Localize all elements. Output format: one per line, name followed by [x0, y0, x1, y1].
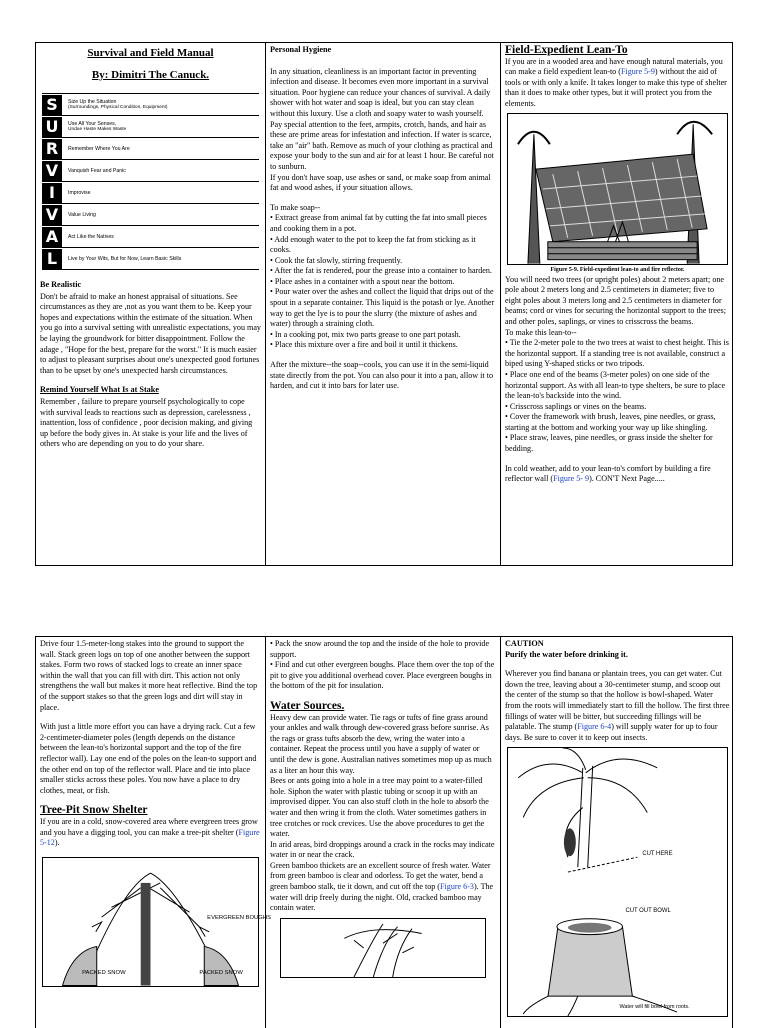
figure-5-9-link[interactable]: Figure 5-9: [620, 67, 655, 77]
water-text-3: In arid areas, bird droppings around a crack in the rocks may indicate water in or near the crack.: [270, 839, 495, 860]
soap-step: • Place this mixture over a fire and boil it until it thickens.: [270, 340, 458, 350]
page2-col1: [36, 637, 272, 1028]
lean-to-step: • Tie the 2-meter pole to the two trees at waist to chest height. This is the horizontal support. If a standing tree is not available, construct a biped using Y-shaped sticks or two tripods.: [505, 338, 729, 369]
fig-label-boughs: EVERGREEN BOUGHS: [207, 914, 272, 921]
banana-stump-figure: [507, 747, 728, 1017]
bamboo-figure: [280, 918, 486, 978]
lean-to-step: • Place straw, leaves, pine needles, or grass inside the shelter for bedding.: [505, 433, 713, 454]
survival-text: Use All Your Senses, Undue Haste Makes Waste: [68, 120, 127, 132]
tree-pit-bullet: • Find and cut other evergreen boughs. Place them over the top of the pit to give you additional overhead cover. Place evergreen boughs in the bottom of the pit for insulation.: [270, 660, 495, 691]
survival-letter: L: [42, 249, 62, 269]
lean-to-heading: Field-Expedient Lean-To: [505, 44, 628, 56]
water-text-2: Bees or ants going into a hole in a tree may point to a water-filled hole. Siphon the water with plastic tubing or scoop it up with an improvised dipper. You can also stuff cloth in the hole to absorb the water and then wring it from the cloth. Water sometimes gathers in tree crotches or rock crevices. Use the above procedures to get the water.: [270, 776, 489, 839]
survival-row: [42, 204, 259, 226]
lean-to-caption: Figure 5-9. Field-expedient lean-to and fire reflector.: [550, 266, 685, 273]
tree-pit-heading: Tree-Pit Snow Shelter: [40, 804, 148, 817]
remind-text: Remember , failure to prepare yourself psychologically to cope with survival leads to reactions such as depression, carelessness , inattention, loss of confidence , poor decision making, and giving up before the body gives in. At stake is your life and the lives of others who are depending on you to do your share.: [40, 396, 253, 449]
remind-heading: Remind Yourself What Is at Stake: [40, 385, 159, 395]
page2-col3: [500, 637, 734, 1028]
survival-text: Live by Your Wits, But for Now, Learn Basic Skills: [68, 255, 182, 262]
fig-label-cut-out: CUT OUT BOWL: [625, 908, 671, 915]
page1-col3: [500, 43, 734, 565]
fig-label-snow-right: PACKED SNOW: [199, 969, 243, 976]
survival-letter: I: [42, 183, 62, 203]
survival-letter: V: [42, 205, 62, 225]
figure-5-12-link[interactable]: Figure 5-12: [40, 827, 260, 848]
page2-col2: [265, 637, 500, 1028]
drying-rack-text: With just a little more effort you can have a drying rack. Cut a few 2-centimeter-diameter poles (length depends on the distance between the lean-to's horizontal support and the top of the fire reflector wall). Lay one end of the poles on the lean-to support and the other end on top of the reflector wall. Place and tie into place smaller sticks across these poles. You now have a place to dry clothes, meat, or fish.: [40, 722, 257, 795]
soap-step: • Add enough water to the pot to keep the fat from sticking as it cooks.: [270, 234, 476, 255]
water-text-4: Green bamboo thickets are an excellent source of fresh water. Water from green bamboo is clear and odorless. To get the water, bend a green bamboo stalk, tie it down, and cut off the top (Figure 6-3). The water will drip freely during the night. Old, cracked bamboo may contain water.: [270, 860, 494, 913]
figure-6-4-link[interactable]: Figure 6-4: [577, 722, 612, 732]
tree-pit-bullet: • Pack the snow around the top and the inside of the hole to provide support.: [270, 639, 490, 659]
soap-step: • After the fat is rendered, pour the grease into a container to harden.: [270, 266, 492, 276]
survival-letter: U: [42, 117, 62, 137]
hygiene-intro2: If you don't have soap, use ashes or sand, or make soap from animal fat and wood ashes, if your situation allows.: [270, 172, 491, 193]
cold-weather-text: In cold weather, add to your lean-to's comfort by building a fire reflector wall (Figure 5- 9). CON'T Next Page.....: [505, 463, 711, 484]
lean-to-step: • Crisscross saplings or vines on the beams.: [505, 401, 647, 411]
soap-step: • Place ashes in a container with a spout near the bottom.: [270, 276, 455, 286]
figure-5-9-link-2[interactable]: Figure 5- 9: [553, 474, 590, 484]
soap-step: • In a cooking pot, mix two parts grease to one part potash.: [270, 329, 461, 339]
soap-step: • Cook the fat slowly, stirring frequently.: [270, 255, 403, 265]
banana-tree-illustration: [508, 748, 727, 1016]
soap-step: • Extract grease from animal fat by cutting the fat into small pieces and cooking them in a pot.: [270, 213, 487, 233]
soap-steps-list: [270, 213, 496, 351]
lean-to-intro: If you are in a wooded area and have enough natural materials, you can make a field expedient lean-to (Figure 5-9) without the aid of tools or with only a knife. It takes longer to make this type of shelter than it does to make other types, but it will protect you from the elements.: [505, 56, 727, 108]
lean-to-figure: [507, 113, 728, 265]
figure-6-3-link[interactable]: Figure 6-3: [440, 882, 474, 892]
personal-hygiene-heading: Personal Hygiene: [270, 45, 332, 54]
survival-letter: A: [42, 227, 62, 247]
banana-water-text: Wherever you find banana or plantain trees, you can get water. Cut down the tree, leaving about a 30-centimeter stump, and scoop out the center of the stump so that the hollow is bowl-shaped. Water from the roots will immediately start to fill the hollow. The first three fillings of water will be bitter, but succeeding fillings will be palatable. The stump (Figure 6-4) will supply water for up to four days. Be sure to cover it to keep out insects.: [505, 669, 730, 742]
caution-label: CAUTION: [505, 639, 544, 648]
page1-col1: [36, 43, 265, 565]
hygiene-intro: In any situation, cleanliness is an important factor in preventing infection and disease. It becomes even more important in a survival situation. Poor hygiene can reduce your chances of survival. A daily shower with hot water and soap is ideal, but you can stay clean without this luxury. Use a cloth and soapy water to wash yourself. Pay special attention to the feet, armpits, crotch, hands, and hair as these are prime areas for infestation and infection. If water is scarce, take an "air" bath. Remove as much of your clothing as practical and expose your body to the sun and air for at least 1 hour. Be careful not to sunburn.: [270, 66, 494, 171]
survival-text: Act Like the Natives: [68, 233, 114, 240]
page1-col2: [265, 43, 500, 565]
survival-row: [42, 182, 259, 204]
soap-heading: To make soap--: [270, 202, 321, 212]
water-sources-heading: Water Sources.: [270, 699, 345, 712]
reflector-wall-text: Drive four 1.5-meter-long stakes into the ground to support the wall. Stack green logs on top of one another between the support stakes. Form two rows of stacked logs to create an inner space within the wall that you can fill with dirt. This action not only strengthens the wall but makes it more heat reflective. Bind the top of the support stakes so that the green logs and dirt will stay in place.: [40, 639, 258, 712]
tree-pit-text: If you are in a cold, snow-covered area where evergreen trees grow and you have a digging tool, you can make a tree-pit shelter (Figure 5-12).: [40, 816, 260, 848]
survival-row: [42, 160, 259, 182]
survival-acronym-table: [42, 93, 259, 270]
purify-label: Purify the water before drinking it.: [505, 649, 628, 659]
lean-to-body: You will need two trees (or upright poles) about 2 meters apart; one pole about 2 meters long and 2.5 centimeters in diameter; five to eight poles about 3 meters long and 2.5 centimeters in diameter for beams; cord or vines for securing the horizontal support to the trees; and other poles, saplings, or vines to crisscross the beams.: [505, 274, 726, 326]
fig-label-water-fill: Water will fill bowl from roots.: [619, 1004, 690, 1011]
bamboo-illustration: [281, 919, 485, 977]
lean-to-steps-list: [505, 338, 730, 455]
water-text-1: Heavy dew can provide water. Tie rags or tufts of fine grass around your ankles and walk through dew-covered grass before sunrise. As the rags or grass tufts absorb the dew, wring the water into a container. Repeat the process until you have a supply of water or until the dew is gone. Australian natives sometimes mop up as much as a liter an hour this way.: [270, 712, 492, 775]
lean-to-illustration: [508, 114, 727, 264]
manual-author: By: Dimitri The Canuck.: [91, 69, 210, 81]
survival-text: Improvise: [68, 189, 91, 196]
lean-to-step: • Cover the framework with brush, leaves, pine needles, or grass, starting at the bottom and working your way up like shingling.: [505, 412, 716, 432]
survival-row: [42, 248, 259, 270]
survival-text: Remember Where You Are: [68, 145, 130, 152]
manual-title: Survival and Field Manual: [87, 47, 214, 59]
be-realistic-text: Don't be afraid to make an honest appraisal of situations. See circumstances as they are ,not as you want them to be. Keep your hopes and expectations within the estimate of the situation. When you go into a survival setting with unrealistic expectations, you may be laying the groundwork for bitter disappointment. Follow the adage , "Hope for the best, prepare for the worst." It is much easier to adjust to pleasant surprises about one's unexpected good fortunes than to be upset by one's unexpected harsh circumstances.: [40, 291, 261, 375]
survival-letter: S: [42, 95, 62, 115]
survival-text: Value Living: [68, 211, 96, 218]
tree-pit-figure: [42, 857, 272, 987]
survival-letter: V: [42, 161, 62, 181]
soap-step: • Pour water over the ashes and collect the liquid that drips out of the spout in a separate container. This liquid is the potash or lye. Another way to get the lye is to pour the slurry (the mixture of ashes and water) through a straining cloth.: [270, 287, 495, 329]
fig-label-snow-left: PACKED SNOW: [82, 969, 126, 976]
lean-to-step: • Place one end of the beams (3-meter poles) on one side of the horizontal support. As with all lean-to type shelters, be sure to place the lean-to's backside into the wind.: [505, 369, 726, 401]
fig-label-cut-here: CUT HERE: [642, 851, 673, 858]
survival-row: [42, 93, 259, 116]
lean-to-steps-heading: To make this lean-to--: [505, 327, 577, 337]
tree-pit-illustration: [43, 858, 272, 986]
survival-text: Vanquish Fear and Panic: [68, 167, 126, 174]
page-2: [35, 636, 733, 1028]
tree-pit-bullets: [270, 639, 496, 692]
survival-letter: R: [42, 139, 62, 159]
page-1: [35, 42, 733, 566]
soap-after-text: After the mixture--the soap--cools, you can use it in the semi-liquid state directly from the pot. You can also pour it into a pan, allow it to harden, and cut it into bars for later use.: [270, 360, 493, 391]
survival-row: [42, 116, 259, 138]
survival-row: [42, 226, 259, 248]
survival-text: Size Up the Situation (Surroundings, Physical Condition, Equipment): [68, 98, 168, 110]
survival-row: [42, 138, 259, 160]
be-realistic-heading: Be Realistic: [40, 280, 82, 289]
